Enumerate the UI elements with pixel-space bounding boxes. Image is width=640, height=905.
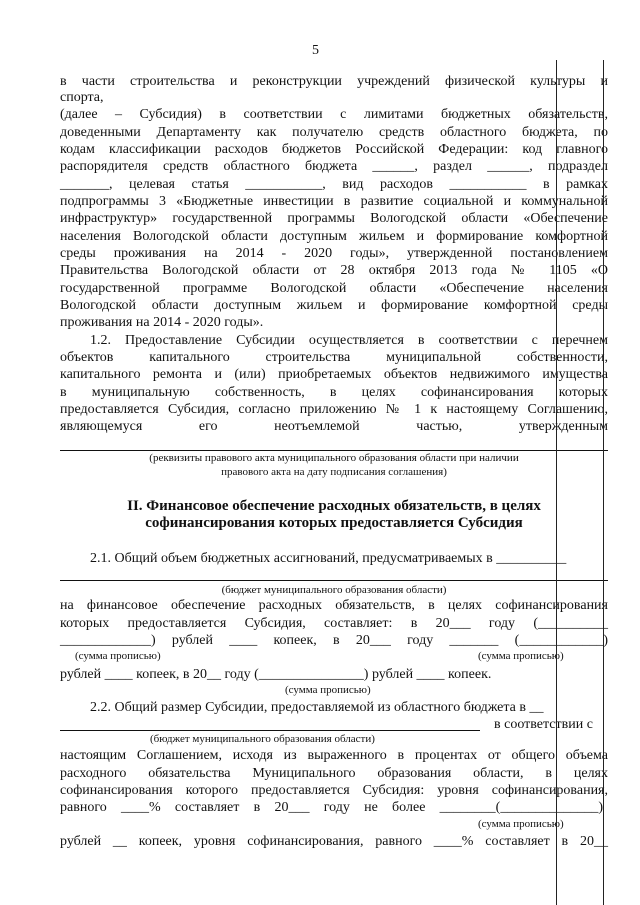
paragraph-line: Правительства Вологодской области от 28 октября 2013 года № 1105 «О [60,263,608,278]
footnote-budget: (бюджет муниципального образования области) [221,584,447,596]
clause-2-2-line: расходного обязательства Муниципального образования области, в целях [60,766,608,781]
clause-2-1-line: 2.1. Общий объем бюджетных ассигнований, предусматриваемых в __________ [90,551,567,566]
footnote-sum-words: (сумма прописью) [75,650,161,662]
clause-2-2-line: в соответствии с [494,717,593,732]
footnote-legal-act: правового акта на дату подписания соглашения) [221,466,447,478]
footnote-sum-words: (сумма прописью) [285,684,371,696]
paragraph-line: населения Вологодской области доступным жильем и формирование комфортной [60,229,608,244]
clause-2-1-line: которых предоставляется Субсидия, составляет: в 20___ году (__________ [60,616,608,631]
clause-1-2-line: предоставляется Субсидия, согласно приложению № 1 к настоящему Соглашению, [60,402,608,417]
clause-2-2-line: равного ____% составляет в 20___ году не более ________(______________) [60,800,603,815]
paragraph-line: кодам классификации расходов бюджетов Российской Федерации: код главного [60,142,608,157]
paragraph-line: распорядителя средств областного бюджета ______, раздел ______, подраздел [60,159,608,174]
paragraph-line: среды проживания на 2014 - 2020 годы», утвержденной постановлением [60,246,608,261]
clause-2-2-line: 2.2. Общий размер Субсидии, предоставляемой из областного бюджета в __ [90,700,544,715]
footnote-sum-words: (сумма прописью) [478,818,564,830]
paragraph-line: (далее – Субсидия) в соответствии с лимитами бюджетных обязательств, [60,107,608,122]
paragraph-line: государственной программе Вологодской области «Обеспечение населения [60,281,608,296]
clause-2-2-line: софинансирования которого предоставляется Субсидия: уровня софинансирования, [60,783,608,798]
page-number: 5 [312,43,319,58]
clause-2-2-line: рублей __ копеек, уровня софинансирования, равного ____% составляет в 20__ [60,834,608,849]
clause-1-2-line: 1.2. Предоставление Субсидии осуществляется в соответствии с перечнем [90,333,608,348]
section-heading: софинансирования которых предоставляется Субсидия [145,515,523,531]
clause-2-2-line: настоящим Соглашением, исходя из выраженного в процентах от общего объема [60,748,608,763]
paragraph-line: спорта, [60,90,104,105]
paragraph-line: инфраструктур» государственной программы Вологодской области «Обеспечение [60,211,608,226]
clause-1-2-line: капитального ремонта и (или) приобретаемых объектов недвижимого имущества [60,367,608,382]
paragraph-line: _______, целевая статья ___________, вид расходов ___________ в рамках [60,177,608,192]
clause-1-2-line: в муниципальную собственность, в целях софинансирования которых [60,385,608,400]
paragraph-line: доведенными Департаменту как получателю средств областного бюджета, по [60,125,608,140]
paragraph-line: в части строительства и реконструкции учреждений физической культуры и [60,74,608,89]
paragraph-line: проживания на 2014 - 2020 годы». [60,315,264,330]
clause-2-1-line: рублей ____ копеек, в 20__ году (_______________) рублей ____ копеек. [60,667,492,682]
clause-2-1-line: _____________) рублей ____ копеек, в 20___ году _______ (____________) [60,633,608,648]
footnote-budget: (бюджет муниципального образования области) [150,733,375,745]
paragraph-line: Вологодской области доступным жильем и формирование комфортной среды [60,298,608,313]
fill-in-line [60,580,608,581]
clause-1-2-line: объектов капитального строительства муниципальной собственности, [60,350,608,365]
section-heading: II. Финансовое обеспечение расходных обязательств, в целях [127,498,541,514]
footnote-legal-act: (реквизиты правового акта муниципального образования области при наличии [149,452,519,464]
clause-1-2-line: являющемуся его неотъемлемой частью, утвержденным [60,419,608,434]
footnote-sum-words: (сумма прописью) [478,650,564,662]
clause-2-1-line: на финансовое обеспечение расходных обязательств, в целях софинансирования [60,598,608,613]
scan-margin-line [556,60,557,905]
fill-in-line [60,730,480,731]
fill-in-line [60,450,608,451]
paragraph-line: подпрограммы 3 «Бюджетные инвестиции в развитие социальной и коммунальной [60,194,608,209]
scan-margin-line [603,60,604,905]
